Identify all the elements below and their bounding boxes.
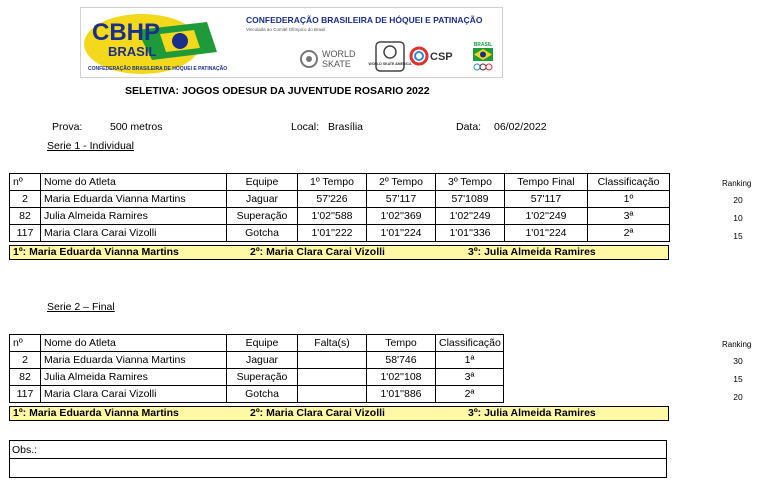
table-row bbox=[10, 191, 670, 208]
serie2-ranking-label: Ranking bbox=[722, 340, 752, 349]
cell-team: Jaguar bbox=[227, 191, 298, 208]
podium-second: 2º: Maria Clara Carai Vizolli bbox=[250, 246, 385, 258]
csp-logo bbox=[409, 40, 464, 73]
header-cell: Classificação bbox=[436, 335, 504, 352]
table-row bbox=[10, 386, 504, 403]
serie1-table bbox=[9, 173, 670, 242]
cell-athlete: Maria Eduarda Vianna Martins bbox=[41, 191, 227, 208]
cell-athlete: Maria Clara Carai Vizolli bbox=[41, 225, 227, 242]
cell-time2: 1'01''224 bbox=[367, 225, 436, 242]
table-header-row bbox=[10, 335, 504, 352]
cell-classification: 3ª bbox=[436, 369, 504, 386]
cell-classification: 2ª bbox=[436, 386, 504, 403]
cell-faults bbox=[298, 352, 367, 369]
cell-team: Gotcha bbox=[227, 386, 298, 403]
cell-team: Jaguar bbox=[227, 352, 298, 369]
serie1-ranking-value: 10 bbox=[733, 213, 743, 223]
table-row bbox=[10, 208, 670, 225]
cell-time3: 1'02''249 bbox=[436, 208, 505, 225]
table-header-row bbox=[10, 174, 670, 191]
cbhp-logo-ring: CONFEDERAÇÃO BRASILEIRA DE HÓQUEI E PATINAÇÃO bbox=[88, 66, 228, 72]
podium-second: 2º: Maria Clara Carai Vizolli bbox=[250, 407, 385, 419]
serie2-table bbox=[9, 334, 504, 403]
cell-final-time: 1'01''224 bbox=[505, 225, 588, 242]
cell-final-time: 57'117 bbox=[505, 191, 588, 208]
podium-third: 3º: Julia Almeida Ramires bbox=[468, 407, 596, 419]
cell-faults bbox=[298, 386, 367, 403]
cell-time3: 1'01''336 bbox=[436, 225, 505, 242]
header-cell: Equipe bbox=[227, 174, 298, 191]
table-row bbox=[10, 225, 670, 242]
serie2-title: Serie 2 – Final bbox=[47, 301, 115, 313]
header-cell: nº bbox=[10, 174, 41, 191]
data-value: 06/02/2022 bbox=[494, 121, 547, 133]
cell-number: 117 bbox=[10, 386, 41, 403]
csp-text: CSP bbox=[430, 51, 453, 63]
header-cell: 1º Tempo bbox=[298, 174, 367, 191]
cell-time: 1'01''886 bbox=[367, 386, 436, 403]
serie2-ranking-value: 15 bbox=[733, 374, 743, 384]
prova-label: Prova: bbox=[52, 121, 83, 133]
cbhp-logo-text: CBHP bbox=[92, 19, 161, 46]
brasil-olympic-logo bbox=[468, 40, 498, 73]
cell-athlete: Maria Clara Carai Vizolli bbox=[41, 386, 227, 403]
document-title: SELETIVA: JOGOS ODESUR DA JUVENTUDE ROSARIO 2022 bbox=[125, 85, 430, 97]
cell-classification: 2ª bbox=[588, 225, 670, 242]
obs-box bbox=[9, 440, 667, 478]
cell-classification: 1º bbox=[588, 191, 670, 208]
cell-team: Superação bbox=[227, 208, 298, 225]
header-cell: 3º Tempo bbox=[436, 174, 505, 191]
cell-classification: 1ª bbox=[436, 352, 504, 369]
cell-time1: 57'226 bbox=[298, 191, 367, 208]
serie1-ranking-label: Ranking bbox=[722, 179, 752, 188]
header-cell: nº bbox=[10, 335, 41, 352]
serie1-ranking-value: 20 bbox=[733, 195, 743, 205]
cell-number: 82 bbox=[10, 208, 41, 225]
header-cell: Nome do Atleta bbox=[41, 335, 227, 352]
cell-team: Gotcha bbox=[227, 225, 298, 242]
cell-time2: 1'02''369 bbox=[367, 208, 436, 225]
cell-time1: 1'01''222 bbox=[298, 225, 367, 242]
header-cell: 2º Tempo bbox=[367, 174, 436, 191]
serie2-ranking-value: 20 bbox=[733, 392, 743, 402]
header-cell: Falta(s) bbox=[298, 335, 367, 352]
data-label: Data: bbox=[456, 121, 482, 133]
header-cell: Equipe bbox=[227, 335, 298, 352]
cell-athlete: Julia Almeida Ramires bbox=[41, 208, 227, 225]
ws-america-text: WORLD SKATE AMERICA bbox=[368, 62, 412, 66]
cell-time3: 57'1089 bbox=[436, 191, 505, 208]
cell-time: 58'746 bbox=[367, 352, 436, 369]
cbhp-logo bbox=[82, 10, 232, 76]
cell-athlete: Maria Eduarda Vianna Martins bbox=[41, 352, 227, 369]
header-cell: Classificação bbox=[588, 174, 670, 191]
header-cell: Tempo Final bbox=[505, 174, 588, 191]
local-label: Local: bbox=[291, 121, 320, 133]
cell-number: 117 bbox=[10, 225, 41, 242]
serie2-podium bbox=[9, 406, 669, 421]
table-row bbox=[10, 352, 504, 369]
cell-time2: 57'117 bbox=[367, 191, 436, 208]
header-cell: Nome do Atleta bbox=[41, 174, 227, 191]
obs-divider bbox=[9, 458, 667, 459]
confederation-name: CONFEDERAÇÃO BRASILEIRA DE HÓQUEI E PATINAÇÃO bbox=[246, 15, 483, 25]
podium-first: 1º: Maria Eduarda Vianna Martins bbox=[13, 246, 179, 258]
cell-number: 2 bbox=[10, 191, 41, 208]
obs-label: Obs.: bbox=[12, 444, 38, 456]
cell-number: 82 bbox=[10, 369, 41, 386]
world-skate-line2: SKATE bbox=[322, 59, 351, 69]
world-skate-america-logo bbox=[368, 40, 412, 73]
confederation-subtitle: Vinculada ao Comitê Olímpico do Brasil bbox=[246, 27, 326, 32]
cell-faults bbox=[298, 369, 367, 386]
cell-time: 1'02''108 bbox=[367, 369, 436, 386]
cell-final-time: 1'02''249 bbox=[505, 208, 588, 225]
serie2-ranking-value: 30 bbox=[733, 356, 743, 366]
cbhp-logo-sub: BRASIL bbox=[108, 44, 157, 59]
world-skate-logo bbox=[298, 40, 370, 73]
podium-first: 1º: Maria Eduarda Vianna Martins bbox=[13, 407, 179, 419]
world-skate-line1: WORLD bbox=[322, 49, 356, 59]
cell-time1: 1'02''588 bbox=[298, 208, 367, 225]
brasil-text: BRASIL bbox=[473, 42, 493, 48]
cell-athlete: Julia Almeida Ramires bbox=[41, 369, 227, 386]
header-cell: Tempo bbox=[367, 335, 436, 352]
cell-classification: 3ª bbox=[588, 208, 670, 225]
serie1-podium bbox=[9, 245, 669, 260]
local-value: Brasília bbox=[328, 121, 364, 133]
serie1-ranking-value: 15 bbox=[733, 231, 743, 241]
cell-team: Superação bbox=[227, 369, 298, 386]
serie1-title: Serie 1 - Individual bbox=[47, 140, 134, 152]
podium-third: 3º: Julia Almeida Ramires bbox=[468, 246, 596, 258]
table-row bbox=[10, 369, 504, 386]
cell-number: 2 bbox=[10, 352, 41, 369]
prova-value: 500 metros bbox=[110, 121, 163, 133]
